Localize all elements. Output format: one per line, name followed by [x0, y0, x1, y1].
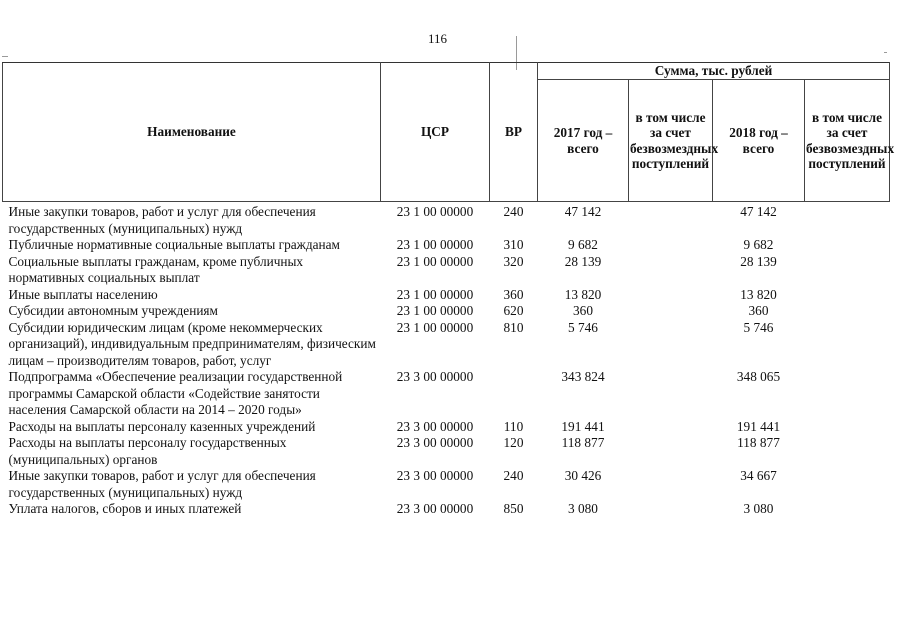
row-2017-free	[629, 419, 713, 436]
row-2018-free	[805, 435, 890, 468]
budget-table	[2, 62, 895, 518]
row-2017-total: 118 877	[561, 435, 605, 450]
row-csr: 23 1 00 00000	[396, 319, 474, 335]
row-csr: 23 1 00 00000	[396, 253, 474, 269]
table-row	[3, 303, 890, 320]
row-2017-total: 343 824	[561, 369, 605, 384]
row-name: Уплата налогов, сборов и иных платежей	[8, 501, 242, 516]
row-2018-free	[805, 287, 890, 304]
page-number: 116	[428, 31, 448, 46]
column-header-2017-total: 2017 год – всего	[538, 80, 629, 202]
table-row	[3, 202, 890, 238]
row-vr: 620	[503, 303, 524, 318]
row-name: Расходы на выплаты персоналу казенных учреждений	[8, 418, 316, 434]
row-2017-total: 13 820	[564, 286, 602, 302]
table-row	[3, 435, 890, 468]
row-vr: 850	[503, 501, 524, 516]
row-2017-total: 3 080	[568, 501, 598, 516]
row-2018-total: 348 065	[736, 369, 781, 384]
row-2017-free	[629, 468, 713, 501]
row-csr: 23 1 00 00000	[396, 237, 474, 252]
row-name: Иные закупки товаров, работ и услуг для обеспечения государственных (муниципальных) нужд	[8, 468, 316, 500]
row-2018-total: 5 746	[743, 319, 774, 335]
row-2018-free	[805, 320, 890, 370]
row-2018-free	[805, 419, 890, 436]
row-2018-free	[805, 237, 890, 254]
row-name: Подпрограмма «Обеспечение реализации государственной программы Самарской области «Содействие занятости населения Самарской области на 2014 – 2020 годы»	[8, 369, 343, 417]
row-2017-total: 30 426	[564, 468, 602, 483]
row-2017-free	[629, 237, 713, 254]
row-2018-total: 28 139	[740, 253, 777, 269]
row-2017-free	[629, 435, 713, 468]
column-header-name: Наименование	[3, 63, 381, 202]
row-vr: 120	[503, 435, 524, 450]
row-name: Расходы на выплаты персоналу государственных (муниципальных) органов	[8, 435, 287, 467]
row-2017-free	[629, 303, 713, 320]
row-csr: 23 3 00 00000	[396, 418, 474, 434]
row-2017-free	[629, 369, 713, 419]
row-csr: 23 3 00 00000	[396, 468, 474, 483]
row-2018-total: 13 820	[740, 286, 777, 302]
row-vr: 310	[503, 237, 524, 252]
scan-mark	[2, 56, 8, 57]
row-vr: 110	[503, 418, 524, 434]
column-header-vr: ВР	[490, 63, 538, 202]
table-row	[3, 501, 890, 518]
row-2018-total: 34 667	[740, 468, 777, 483]
column-header-amount-group: Сумма, тыс. рублей	[538, 63, 890, 80]
row-name: Иные выплаты населению	[8, 286, 158, 302]
row-name: Субсидии юридическим лицам (кроме некоммерческих организаций), индивидуальным предпринимателям, физическим лицам – производителям товаров, работ, услуг	[8, 319, 376, 368]
row-2017-total: 360	[573, 303, 593, 318]
row-2018-total: 191 441	[736, 418, 781, 434]
row-csr: 23 3 00 00000	[396, 369, 474, 384]
row-vr: 810	[503, 319, 524, 335]
table-row	[3, 320, 890, 370]
row-2017-total: 5 746	[568, 319, 598, 335]
row-2018-free	[805, 303, 890, 320]
row-2018-total: 9 682	[743, 237, 774, 252]
row-2018-free	[805, 254, 890, 287]
row-vr: 320	[503, 253, 524, 269]
row-name: Субсидии автономным учреждениям	[8, 303, 218, 318]
column-header-2017-free: в том числе за счет безвозмездных поступлений	[629, 80, 713, 202]
row-2017-total: 191 441	[561, 418, 605, 434]
table-row	[3, 237, 890, 254]
table-row	[3, 254, 890, 287]
table-row	[3, 287, 890, 304]
row-name: Социальные выплаты гражданам, кроме публичных нормативных социальных выплат	[8, 253, 304, 285]
row-2018-free	[805, 468, 890, 501]
row-name: Публичные нормативные социальные выплаты гражданам	[8, 237, 340, 252]
row-2018-free	[805, 501, 890, 518]
row-2017-free	[629, 501, 713, 518]
row-vr	[490, 369, 538, 419]
row-vr: 240	[503, 468, 524, 483]
row-csr: 23 3 00 00000	[396, 501, 474, 516]
row-2017-free	[629, 254, 713, 287]
row-vr: 240	[503, 204, 524, 219]
table-row	[3, 468, 890, 501]
row-2018-total: 3 080	[743, 501, 774, 516]
row-2017-total: 28 139	[564, 253, 602, 269]
row-2018-total: 360	[748, 303, 769, 318]
row-2017-total: 47 142	[564, 204, 602, 219]
row-2018-free	[805, 369, 890, 419]
row-2017-free	[629, 287, 713, 304]
header-row-top	[3, 63, 890, 80]
row-2017-total: 9 682	[568, 237, 598, 252]
row-vr: 360	[503, 286, 524, 302]
row-2018-total: 47 142	[740, 204, 777, 219]
column-header-2018-free: в том числе за счет безвозмездных поступлений	[805, 80, 890, 202]
table-row	[3, 369, 890, 419]
table-row	[3, 419, 890, 436]
row-2018-total: 118 877	[737, 435, 780, 450]
row-2017-free	[629, 202, 713, 238]
row-csr: 23 1 00 00000	[396, 286, 474, 302]
row-csr: 23 3 00 00000	[396, 435, 474, 450]
row-2018-free	[805, 202, 890, 238]
row-csr: 23 1 00 00000	[396, 303, 474, 318]
row-name: Иные закупки товаров, работ и услуг для обеспечения государственных (муниципальных) нужд	[8, 204, 316, 236]
column-header-2018-total: 2018 год – всего	[713, 80, 805, 202]
column-header-csr: ЦСР	[381, 63, 490, 202]
row-csr: 23 1 00 00000	[396, 204, 474, 219]
scan-mark	[884, 52, 887, 53]
row-2017-free	[629, 320, 713, 370]
